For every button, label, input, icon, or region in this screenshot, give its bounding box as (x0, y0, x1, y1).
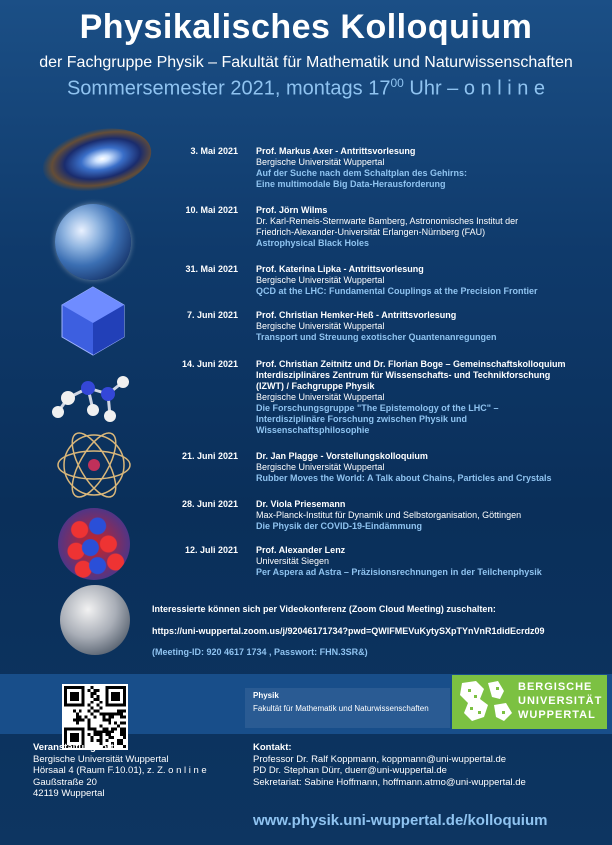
venue-heading: Veranstaltungsort: (33, 742, 117, 753)
event-details (256, 499, 596, 532)
semester-suffix: Uhr – o n l i n e (403, 77, 546, 100)
event-talk-title: Eine multimodale Big Data-Herausforderung (256, 179, 446, 189)
event-date: 31. Mai 2021 (185, 264, 238, 274)
event-talk-title: Interdisziplinäre Forschung zwischen Physik und (256, 414, 468, 424)
event-talk-title: Die Physik der COVID-19-Eindämmung (256, 521, 423, 531)
university-logo (452, 675, 607, 729)
contact-block (253, 742, 526, 788)
earth-image (55, 204, 131, 280)
event-affiliation: Max-Planck-Institut für Dynamik und Selbstorganisation, Göttingen (256, 510, 522, 520)
event-talk-title: Rubber Moves the World: A Talk about Chains, Particles and Crystals (256, 473, 552, 483)
event-date: 12. Juli 2021 (184, 545, 238, 555)
event-speaker: Prof. Christian Zeitnitz und Dr. Florian Boge – Gemeinschaftskolloquium (256, 359, 566, 369)
event-date: 3. Mai 2021 (190, 146, 238, 156)
faculty-box (245, 688, 450, 728)
event-date: 21. Juni 2021 (181, 451, 238, 461)
event-speaker: Prof. Markus Axer - Antrittsvorlesung (256, 146, 416, 156)
event-talk-title: QCD at the LHC: Fundamental Couplings at the Precision Frontier (256, 286, 538, 296)
zoom-meeting-id: (Meeting-ID: 920 4617 1734 , Passwort: FHN.3SR&) (152, 647, 368, 657)
atom-image (54, 425, 134, 505)
event-affiliation: Friedrich-Alexander-Universität Erlangen-Nürnberg (FAU) (256, 227, 486, 237)
contact-heading: Kontakt: (253, 742, 292, 753)
event-talk-title: Wissenschaftsphilosophie (256, 425, 370, 435)
event-speaker: Interdisziplinäres Zentrum für Wissenschafts- und Technikforschung (256, 370, 551, 380)
venue-line: Bergische Universität Wuppertal (33, 753, 169, 765)
contact-line[interactable]: Professor Dr. Ralf Koppmann, koppmann@uni-wuppertal.de (253, 753, 507, 765)
event-speaker: Prof. Alexander Lenz (256, 545, 346, 555)
event-details (256, 310, 596, 343)
event-affiliation: Universität Siegen (256, 556, 330, 566)
event-date: 10. Mai 2021 (185, 205, 238, 215)
crystal-image (58, 285, 128, 357)
event-details (256, 545, 596, 578)
logo-line: BERGISCHE (518, 681, 593, 693)
semester-time-sup: 00 (390, 76, 404, 90)
event-date: 7. Juni 2021 (186, 310, 238, 320)
event-date: 14. Juni 2021 (181, 359, 238, 369)
event-speaker: Prof. Jörn Wilms (256, 205, 328, 215)
faculty-title: Physik (253, 691, 279, 700)
event-details (256, 359, 596, 436)
semester-line (0, 76, 612, 101)
website-link[interactable]: www.physik.uni-wuppertal.de/kolloquium (253, 812, 548, 829)
galaxy-image (37, 119, 157, 201)
venue-line: Hörsaal 4 (Raum F.10.01), z. Z. o n l i n e (33, 765, 207, 776)
event-talk-title: Per Aspera ad Astra – Präzisionsrechnungen in der Teilchenphysik (256, 567, 542, 577)
university-logo-mark (454, 677, 518, 727)
event-talk-title: Die Forschungsgruppe "The Epistemology of the LHC" – (256, 403, 499, 413)
university-logo-text (518, 680, 602, 722)
faculty-subtitle: Fakultät für Mathematik und Naturwissenschaften (253, 704, 429, 713)
molecule-image (48, 360, 138, 430)
particle-sphere-image (60, 585, 130, 655)
logo-line: UNIVERSITÄT (518, 695, 603, 707)
event-speaker: Dr. Jan Plagge - Vorstellungskolloquium (256, 451, 428, 461)
event-date: 28. Juni 2021 (181, 499, 238, 509)
contact-line[interactable]: Sekretariat: Sabine Hoffmann, hoffmann.atmo@uni-wuppertal.de (253, 776, 526, 788)
event-details (256, 264, 596, 297)
event-speaker: Dr. Viola Priesemann (256, 499, 346, 509)
venue-line: 42119 Wuppertal (33, 788, 105, 799)
nucleus-image (58, 508, 130, 580)
event-details (256, 451, 596, 484)
event-speaker: Prof. Christian Hemker-Heß - Antrittsvorlesung (256, 310, 457, 320)
event-talk-title: Astrophysical Black Holes (256, 238, 370, 248)
event-affiliation: Bergische Universität Wuppertal (256, 392, 385, 402)
event-affiliation: Bergische Universität Wuppertal (256, 275, 385, 285)
event-affiliation: Bergische Universität Wuppertal (256, 321, 385, 331)
event-details (256, 205, 596, 249)
event-affiliation: Bergische Universität Wuppertal (256, 462, 385, 472)
event-talk-title: Auf der Suche nach dem Schaltplan des Gehirns: (256, 168, 468, 178)
event-talk-title: Transport und Streuung exotischer Quantenanregungen (256, 332, 497, 342)
venue-line: Gaußstraße 20 (33, 776, 97, 788)
contact-line[interactable]: PD Dr. Stephan Dürr, duerr@uni-wuppertal.de (253, 765, 447, 776)
zoom-link[interactable]: https://uni-wuppertal.zoom.us/j/92046171734?pwd=QWlFMEVuKytySXpTYnVnR1didEcrdz09 (152, 626, 545, 636)
page-title: Physikalisches Kolloquium (79, 8, 533, 46)
event-speaker: (IZWT) / Fachgruppe Physik (256, 381, 375, 391)
logo-line: WUPPERTAL (518, 709, 596, 721)
semester-prefix: Sommersemester 2021, montags 17 (66, 77, 391, 100)
page-subtitle: der Fachgruppe Physik – Fakultät für Mathematik und Naturwissenschaften (39, 54, 573, 71)
qr-code (62, 684, 128, 750)
venue-block (33, 742, 207, 800)
event-affiliation: Dr. Karl-Remeis-Sternwarte Bamberg, Astronomisches Institut der (256, 216, 519, 226)
event-details (256, 146, 596, 190)
zoom-intro: Interessierte können sich per Videokonferenz (Zoom Cloud Meeting) zuschalten: (152, 604, 496, 614)
event-speaker: Prof. Katerina Lipka - Antrittsvorlesung (256, 264, 424, 274)
event-affiliation: Bergische Universität Wuppertal (256, 157, 385, 167)
